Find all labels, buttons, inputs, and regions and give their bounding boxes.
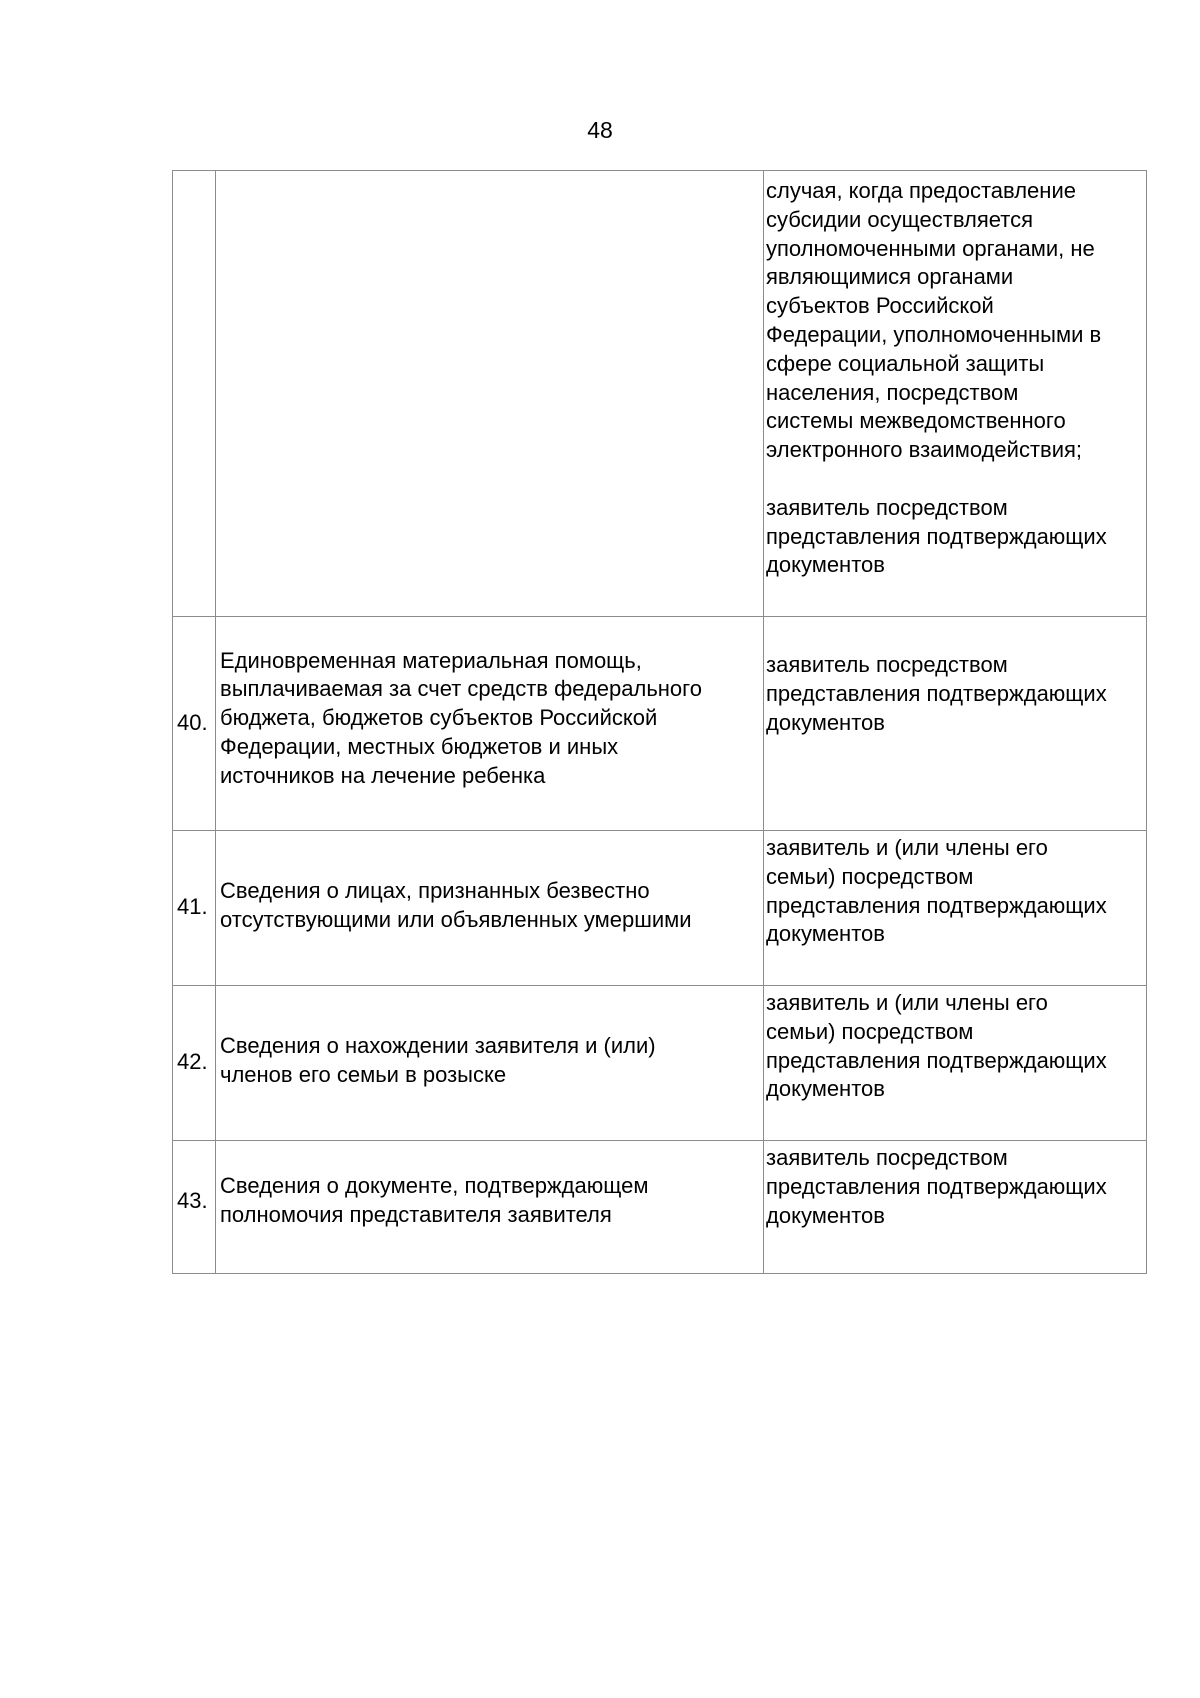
source-line: системы межведомственного <box>766 408 1066 434</box>
table-row-continuation <box>173 171 1147 617</box>
source-line: случая, когда предоставление <box>766 178 1076 203</box>
name-line: Сведения о лицах, признанных безвестно <box>220 878 650 904</box>
source-line: представления подтверждающих <box>766 1047 1107 1073</box>
name-line: источников на лечение ребенка <box>220 762 546 788</box>
source-line: семьи) посредством <box>766 863 974 889</box>
row-name-cell <box>216 831 764 986</box>
name-line: выплачиваемая за счет средств федерального <box>220 676 702 702</box>
source-line: уполномоченными органами, не <box>766 235 1095 261</box>
table-row <box>173 831 1147 986</box>
name-line: бюджета, бюджетов субъектов Российской <box>220 705 658 731</box>
name-line: Федерации, местных бюджетов и иных <box>220 733 619 759</box>
row-source-cell <box>764 831 1147 986</box>
source-line: заявитель и (или члены его <box>766 990 1048 1015</box>
source-line: заявитель и (или члены его <box>766 835 1048 860</box>
source-line: представления подтверждающих <box>766 1173 1107 1199</box>
source-line: представления подтверждающих <box>766 892 1107 918</box>
paragraph-gap <box>766 465 1144 494</box>
source-line: представления подтверждающих <box>766 680 1107 706</box>
source-line: семьи) посредством <box>766 1018 974 1044</box>
row-number-cell <box>173 171 216 617</box>
source-line: документов <box>766 709 885 735</box>
row-source-cell <box>764 617 1147 831</box>
row-source-cell <box>764 1141 1147 1274</box>
source-line: заявитель посредством <box>766 652 1008 677</box>
row-name-cell <box>216 617 764 831</box>
source-line: электронного взаимодействия; <box>766 437 1083 463</box>
source-line: являющимися органами <box>766 264 1014 290</box>
table-row <box>173 1141 1147 1274</box>
source-line: документов <box>766 1076 885 1102</box>
row-name-cell <box>216 986 764 1141</box>
source-line: субъектов Российской <box>766 293 994 319</box>
source-line: представления подтверждающих <box>766 523 1107 549</box>
source-line: населения, посредством <box>766 379 1019 405</box>
source-line: документов <box>766 1202 885 1228</box>
source-line: заявитель посредством <box>766 494 1008 520</box>
row-number-cell: 43. <box>173 1141 216 1274</box>
name-line: Сведения о нахождении заявителя и (или) <box>220 1033 656 1059</box>
source-line: заявитель посредством <box>766 1145 1008 1170</box>
name-line: Единовременная материальная помощь, <box>220 647 642 673</box>
source-line: документов <box>766 552 885 578</box>
row-number-cell: 40. <box>173 617 216 831</box>
source-line: Федерации, уполномоченными в <box>766 321 1102 347</box>
row-number-cell: 41. <box>173 831 216 986</box>
table-row <box>173 986 1147 1141</box>
row-name-cell <box>216 1141 764 1274</box>
name-line: членов его семьи в розыске <box>220 1062 507 1087</box>
name-line: полномочия представителя заявителя <box>220 1202 612 1227</box>
table-row <box>173 617 1147 831</box>
document-table <box>172 170 1147 1274</box>
source-line: документов <box>766 921 885 947</box>
row-source-cell <box>764 171 1147 617</box>
source-line: субсидии осуществляется <box>766 206 1033 232</box>
row-name-cell <box>216 171 764 617</box>
row-source-cell <box>764 986 1147 1141</box>
name-line: Сведения о документе, подтверждающем <box>220 1173 649 1199</box>
name-line: отсутствующими или объявленных умершими <box>220 907 692 932</box>
row-number-cell: 42. <box>173 986 216 1141</box>
page-number: 48 <box>587 117 613 143</box>
source-line: сфере социальной защиты <box>766 350 1045 376</box>
